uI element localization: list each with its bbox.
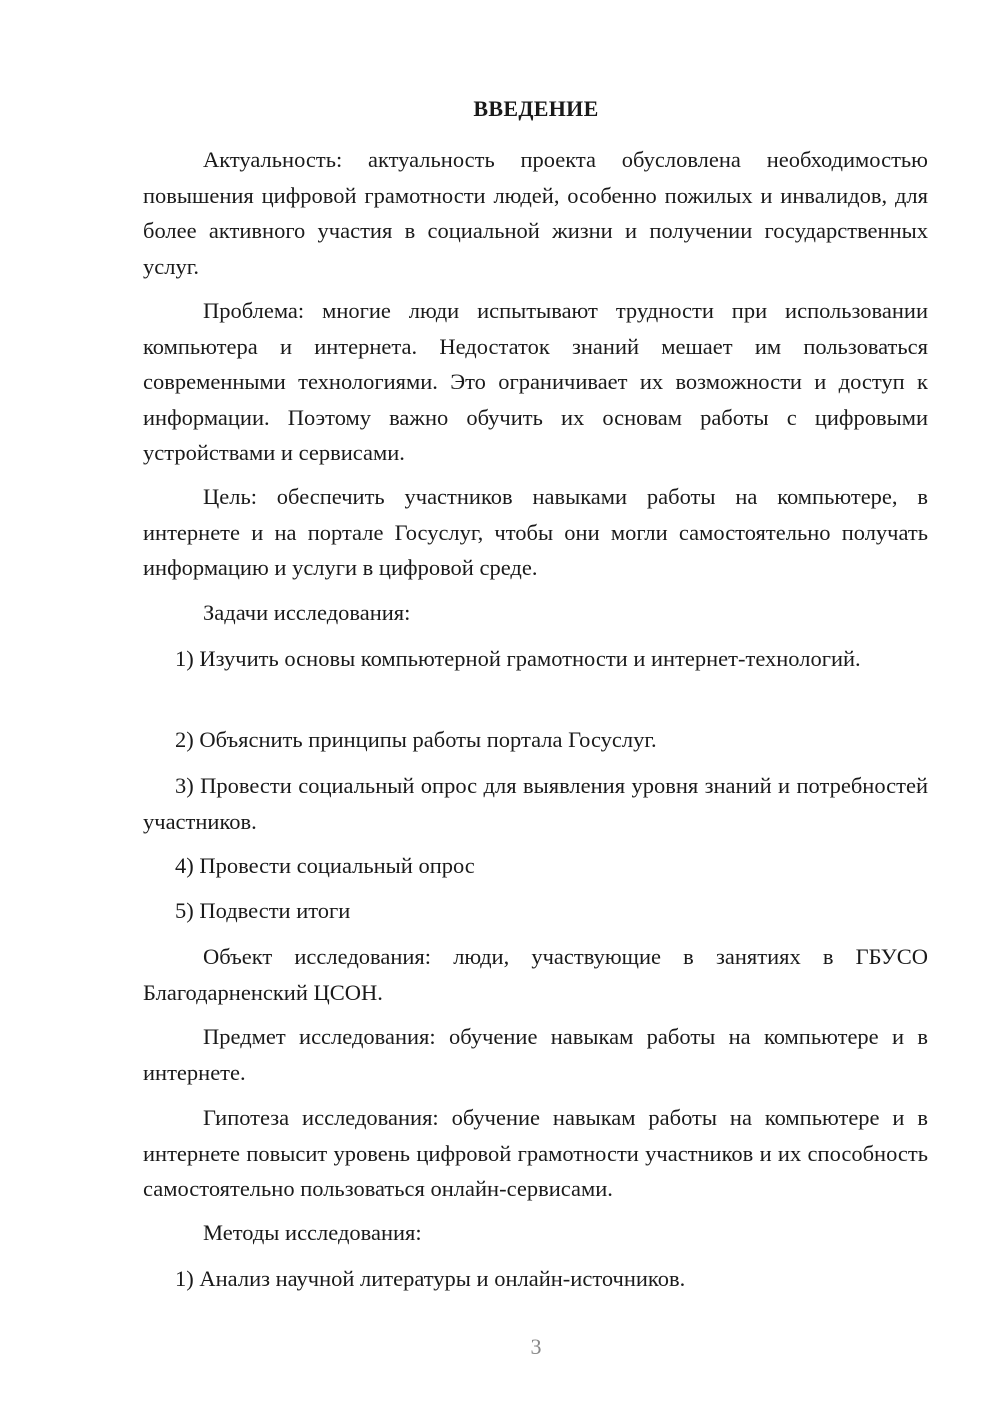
task-item-5: 5) Подвести итоги — [175, 898, 351, 923]
tasks-heading: Задачи исследования: — [203, 600, 411, 625]
task-item-2: 2) Объяснить принципы работы портала Госуслуг. — [175, 727, 657, 752]
task-item-3: 3) Провести социальный опрос для выявления уровня знаний и потребностей участников. — [143, 773, 928, 834]
task-item-1: 1) Изучить основы компьютерной грамотности и интернет-технологий. — [175, 646, 861, 671]
task-item-4: 4) Провести социальный опрос — [175, 853, 475, 878]
method-item-1: 1) Анализ научной литературы и онлайн-источников. — [175, 1266, 686, 1291]
paragraph-subject: Предмет исследования: обучение навыкам работы на компьютере и в интернете. — [143, 1024, 928, 1085]
paragraph-goal: Цель: обеспечить участников навыками работы на компьютере, в интернете и на портале Госуслуг, чтобы они могли самостоятельно получать информацию и услуги в цифровой среде. — [143, 484, 928, 580]
paragraph-problem: Проблема: многие люди испытывают трудности при использовании компьютера и интернета. Недостаток знаний мешает им пользоваться современными технологиями. Это ограничивает их возможности и доступ к информации. Поэтому важно обучить их основам работы с цифровыми устройствами и сервисами. — [143, 298, 928, 465]
paragraph-hypothesis: Гипотеза исследования: обучение навыкам работы на компьютере и в интернете повысит уровень цифровой грамотности участников и их способность самостоятельно пользоваться онлайн-сервисами. — [143, 1105, 928, 1201]
page-number: 3 — [530, 1334, 542, 1359]
page-title: ВВЕДЕНИЕ — [473, 96, 599, 121]
paragraph-actuality: Актуальность: актуальность проекта обусловлена необходимостью повышения цифровой грамотности людей, особенно пожилых и инвалидов, для более активного участия в социальной жизни и получении государственных услуг. — [143, 147, 928, 279]
paragraph-object: Объект исследования: люди, участвующие в занятиях в ГБУСО Благодарненский ЦСОН. — [143, 944, 928, 1005]
methods-heading: Методы исследования: — [203, 1220, 422, 1245]
